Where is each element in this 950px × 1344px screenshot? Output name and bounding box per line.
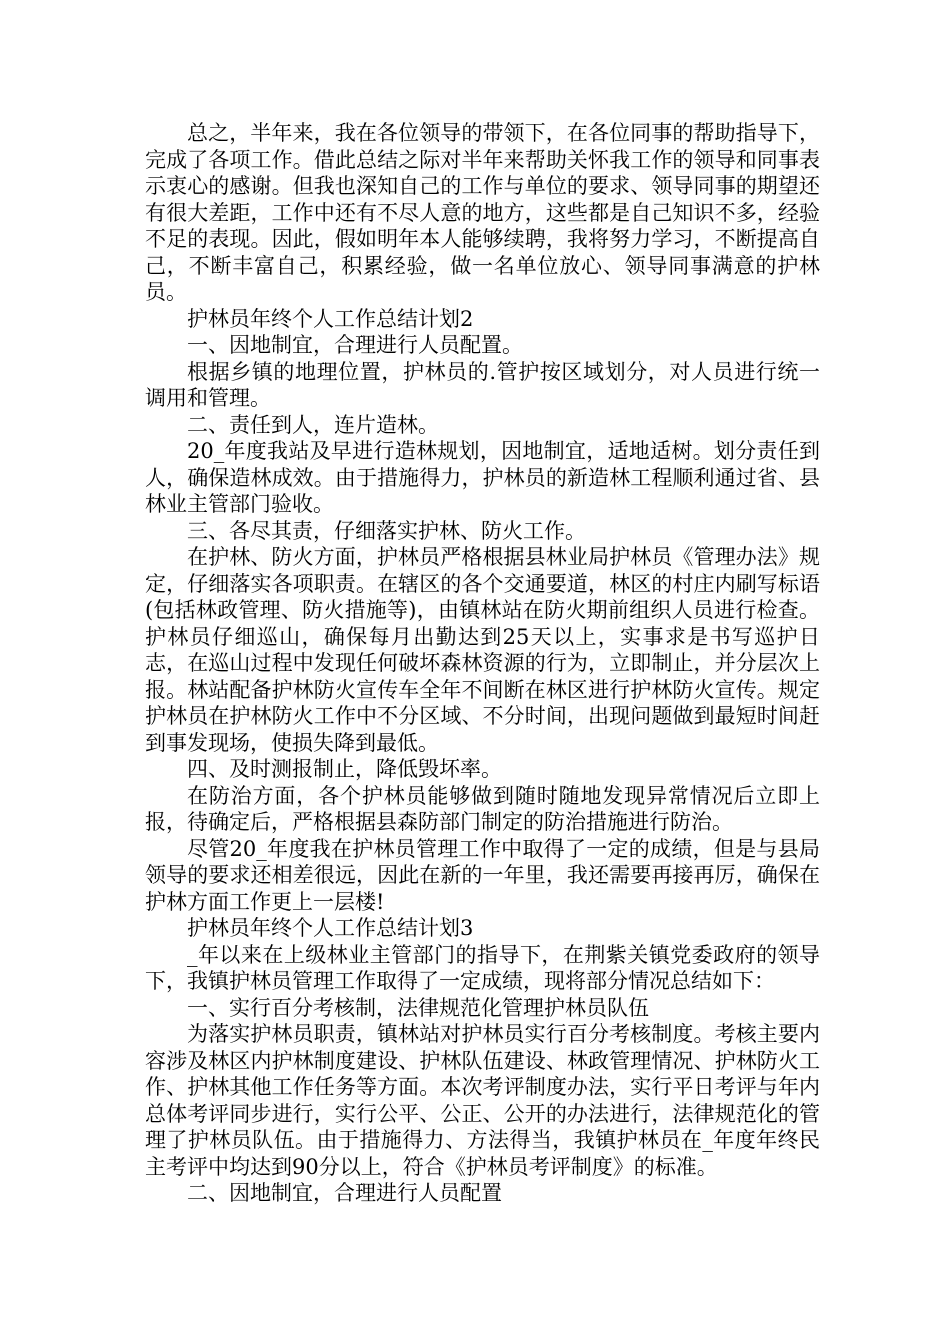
paragraph-intro: _年以来在上级林业主管部门的指导下，在荆紫关镇党委政府的领导下，我镇护林员管理工作取得了一定成绩，现将部分情况总结如下： bbox=[145, 942, 820, 993]
document-body bbox=[145, 120, 820, 1207]
section-title-plan-3: 护林员年终个人工作总结计划3 bbox=[187, 916, 474, 940]
paragraph-reporting: 在防治方面，各个护林员能够做到随时随地发现异常情况后立即上报，待确定后，严格根据县森防部门制定的防治措施进行防治。 bbox=[145, 783, 820, 834]
paragraph-responsibility: 20_年度我站及早进行造林规划，因地制宜，适地适树。划分责任到人，确保造林成效。由于措施得力，护林员的新造林工程顺利通过省、县林业主管部门验收。 bbox=[145, 439, 820, 516]
section-title-plan-2: 护林员年终个人工作总结计划2 bbox=[187, 306, 474, 331]
heading-staff-allocation: 一、因地制宜，合理进行人员配置。 bbox=[187, 333, 523, 357]
paragraph-assessment: 为落实护林员职责，镇林站对护林员实行百分考核制度。考核主要内容涉及林区内护林制度建设、护林队伍建设、林政管理情况、护林防火工作、护林其他工作任务等方面。本次考评制度办法，实行平日考评与年内总体考评同步进行，实行公平、公正、公开的办法进行，法律规范化的管理了护林员队伍。由于措施得力、方法得当，我镇护林员在_年度年终民主考评中均达到90分以上，符合《护林员考评制度》的标准。 bbox=[145, 1022, 820, 1179]
heading-reporting: 四、及时测报制止，降低毁坏率。 bbox=[187, 757, 502, 781]
paragraph-conclusion: 尽管20_年度我在护林员管理工作中取得了一定的成绩，但是与县局领导的要求还相差很远，因此在新的一年里，我还需要再接再厉，确保在护林方面工作更上一层楼! bbox=[145, 836, 820, 914]
heading-staff-allocation-2: 二、因地制宜，合理进行人员配置 bbox=[187, 1181, 502, 1205]
paragraph-staff-allocation: 根据乡镇的地理位置，护林员的.管护按区域划分，对人员进行统一调用和管理。 bbox=[145, 359, 820, 410]
paragraph-summary: 总之，半年来，我在各位领导的带领下，在各位同事的帮助指导下，完成了各项工作。借此总结之际对半年来帮助关怀我工作的领导和同事表示衷心的感谢。但我也深知自己的工作与单位的要求、领导同事的期望还有很大差距，工作中还有不尽人意的地方，这些都是自己知识不多，经验不足的表现。因此，假如明年本人能够续聘，我将努力学习，不断提高自己，不断丰富自己，积累经验，做一名单位放心、领导同事满意的护林员。 bbox=[145, 121, 820, 304]
heading-assessment: 一、实行百分考核制，法律规范化管理护林员队伍 bbox=[187, 995, 649, 1020]
heading-responsibility: 二、责任到人，连片造林。 bbox=[187, 412, 439, 437]
heading-fire-prevention: 三、各尽其责，仔细落实护林、防火工作。 bbox=[187, 518, 586, 543]
paragraph-fire-prevention: 在护林、防火方面，护林员严格根据县林业局护林员《管理办法》规定，仔细落实各项职责。在辖区的各个交通要道，林区的村庄内刷写标语(包括林政管理、防火措施等)，由镇林站在防火期前组织人员进行检查。护林员仔细巡山，确保每月出勤达到25天以上，实事求是书写巡护日志，在巡山过程中发现任何破坏森林资源的行为，立即制止，并分层次上报。林站配备护林防火宣传车全年不间断在林区进行护林防火宣传。规定护林员在护林防火工作中不分区域、不分时间，出现问题做到最短时间赶到事发现场，使损失降到最低。 bbox=[145, 545, 820, 755]
